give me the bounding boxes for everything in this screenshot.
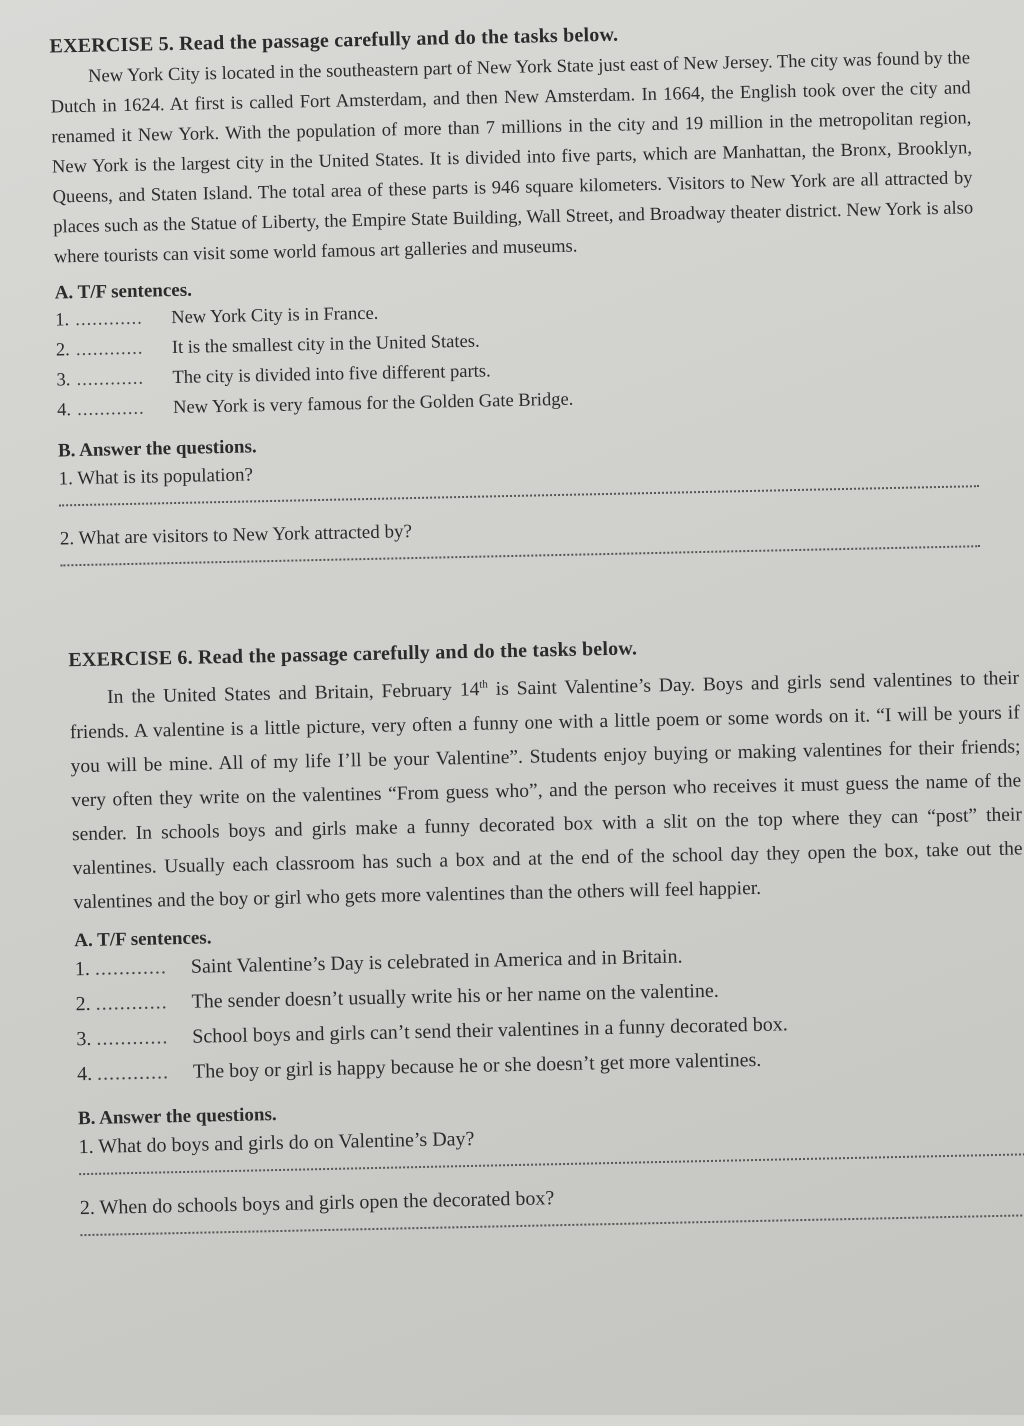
question: 2. What are visitors to New York attracted by? [59, 521, 413, 550]
exercise-6-heading: EXERCISE 6. Read the passage carefully and do the tasks below. [68, 637, 638, 672]
exercise-6-passage [69, 656, 1024, 919]
tf-statement: The boy or girl is happy because he or she doesn’t get more valentines. [192, 1048, 762, 1083]
tf-number: 4. [56, 400, 72, 421]
tf-number: 1. [74, 957, 91, 980]
tf-number: 2. [55, 340, 70, 361]
tf-number: 2. [75, 992, 91, 1015]
tf-answer-blank[interactable]: ............ [76, 398, 145, 421]
question: 2. When do schools boys and girls open the decorated box? [79, 1186, 555, 1219]
exercise-6-tf-title: A. T/F sentences. [74, 926, 212, 951]
tf-statement: New York City is in France. [171, 303, 379, 329]
tf-answer-blank[interactable]: ............ [94, 955, 168, 980]
tf-statement: New York is very famous for the Golden Gate Bridge. [172, 389, 574, 419]
tf-answer-blank[interactable]: ............ [96, 1060, 170, 1085]
exercise-6 [68, 629, 1024, 1257]
tf-answer-blank[interactable]: ............ [96, 1025, 169, 1050]
passage-part-a: In the United States and Britain, February 14 [106, 679, 480, 708]
question: 1. What do boys and girls do on Valentine’s Day? [78, 1127, 475, 1158]
question: 1. What is its population? [58, 464, 254, 490]
tf-statement: The sender doesn’t usually write his or her name on the valentine. [191, 979, 719, 1013]
exercise-6-tf-list [75, 938, 1024, 1098]
tf-answer-blank[interactable]: ............ [75, 338, 144, 361]
tf-number: 3. [76, 1027, 92, 1050]
tf-answer-blank[interactable]: ............ [95, 990, 168, 1015]
tf-number: 1. [55, 310, 70, 331]
exercise-5-tf-title: A. T/F sentences. [54, 279, 193, 304]
tf-statement: Saint Valentine’s Day is celebrated in America and in Britain. [190, 945, 683, 978]
exercise-5-questions-title: B. Answer the questions. [57, 436, 257, 462]
exercise-5-tf-list [55, 291, 977, 430]
tf-statement: It is the smallest city in the United States. [171, 331, 480, 359]
ordinal-suffix: th [479, 678, 488, 691]
tf-number: 3. [56, 370, 71, 391]
tf-statement: School boys and girls can’t send their valentines in a funny decorated box. [192, 1012, 789, 1048]
passage-part-b: is Saint Valentine’s Day. Boys and girls send valentines to their friends. A valentine is a little picture, very often a funny one with a little poem or some words on it. “I will be yours if you will be mine. All of my life I’ll be your Valentine”. Students enjoy buying or making valentines for their friends; very often they write on the valentines “From guess who”, and the person who receives it must guess the name of the sender. In schools boys and girls make a funny decorated box with a slit on the top where they can “post” their valentines. Usually each classroom has such a box and at the end of the school day they open the box, take out the valentines and the boy or girl who gets more valentines than the others will feel happier. [69, 667, 1023, 913]
exercise-5-passage: New York City is located in the southeastern part of New York State just east of New Jersey. The city was found by the Dutch in 1624. At first is called Fort Amsterdam, and then New Amsterdam. In 1664, the English took over the city and renamed it New York. With the population of more than 7 millions in the city and 19 million in the metropolitan region, New York is the largest city in the United States. It is divided into five parts, which are Manhattan, the Bronx, Brooklyn, Queens, and Staten Island. The total area of these parts is 946 square kilometers. Visitors to New York are all attracted by places such as the Statue of Liberty, the Empire State Building, Wall Street, and Broadway theater district. New York is also where tourists can visit some world famous art galleries and museums. [50, 48, 974, 268]
tf-answer-blank[interactable]: ............ [75, 308, 143, 331]
tf-number: 4. [76, 1062, 93, 1085]
tf-statement: The city is divided into five different parts. [172, 361, 491, 389]
exercise-6-questions-title: B. Answer the questions. [77, 1103, 277, 1129]
tf-answer-blank[interactable]: ............ [76, 368, 145, 391]
exercise-5 [49, 16, 980, 588]
exercise-5-heading: EXERCISE 5. Read the passage carefully and do the tasks below. [49, 23, 619, 58]
